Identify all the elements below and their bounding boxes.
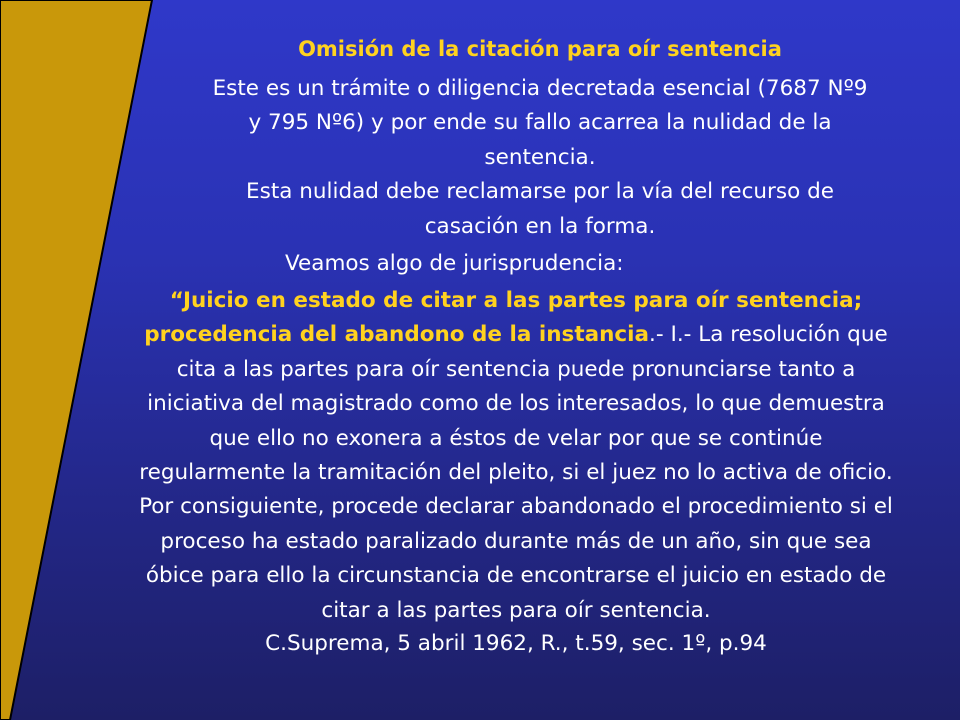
slide-body <box>170 72 910 244</box>
quote-line: iniciativa del magistrado como de los interesados, lo que demuestra <box>147 391 885 417</box>
quote-line: regularmente la tramitación del pleito, si el juez no lo activa de oficio. <box>139 459 893 485</box>
quote-heading-part: procedencia del abandono de la instancia <box>144 322 650 348</box>
quote-line <box>96 318 936 352</box>
case-citation: C.Suprema, 5 abril 1962, R., t.59, sec. 1º, p.94 <box>265 631 767 656</box>
quote-text: .- I.- La resolución que <box>649 322 888 348</box>
quote-heading-part: “Juicio en estado de citar a las partes para oír sentencia; <box>169 288 863 313</box>
jurisprudence-intro: Veamos algo de jurisprudencia: <box>285 251 624 276</box>
jurisprudence-quote <box>96 284 936 628</box>
quote-line: cita a las partes para oír sentencia puede pronunciarse tanto a <box>176 356 856 382</box>
quote-line: citar a las partes para oír sentencia. <box>321 597 711 623</box>
quote-heading-line <box>96 284 936 318</box>
quote-line: proceso ha estado paralizado durante más de un año, sin que sea <box>160 528 872 554</box>
body-line: y 795 Nº6) y por ende su fallo acarrea la nulidad de la <box>248 110 832 136</box>
quote-line: Por consiguiente, procede declarar abandonado el procedimiento si el <box>139 494 893 520</box>
body-line: Este es un trámite o diligencia decretada esencial (7687 Nº9 <box>212 76 868 101</box>
body-line: casación en la forma. <box>424 213 656 239</box>
quote-line: que ello no exonera a éstos de velar por que se continúe <box>209 425 823 451</box>
quote-line: óbice para ello la circunstancia de encontrarse el juicio en estado de <box>145 563 887 589</box>
slide-title: Omisión de la citación para oír sentencia <box>298 37 782 61</box>
body-line: sentencia. <box>484 144 596 170</box>
body-line: Esta nulidad debe reclamarse por la vía del recurso de <box>246 179 834 205</box>
